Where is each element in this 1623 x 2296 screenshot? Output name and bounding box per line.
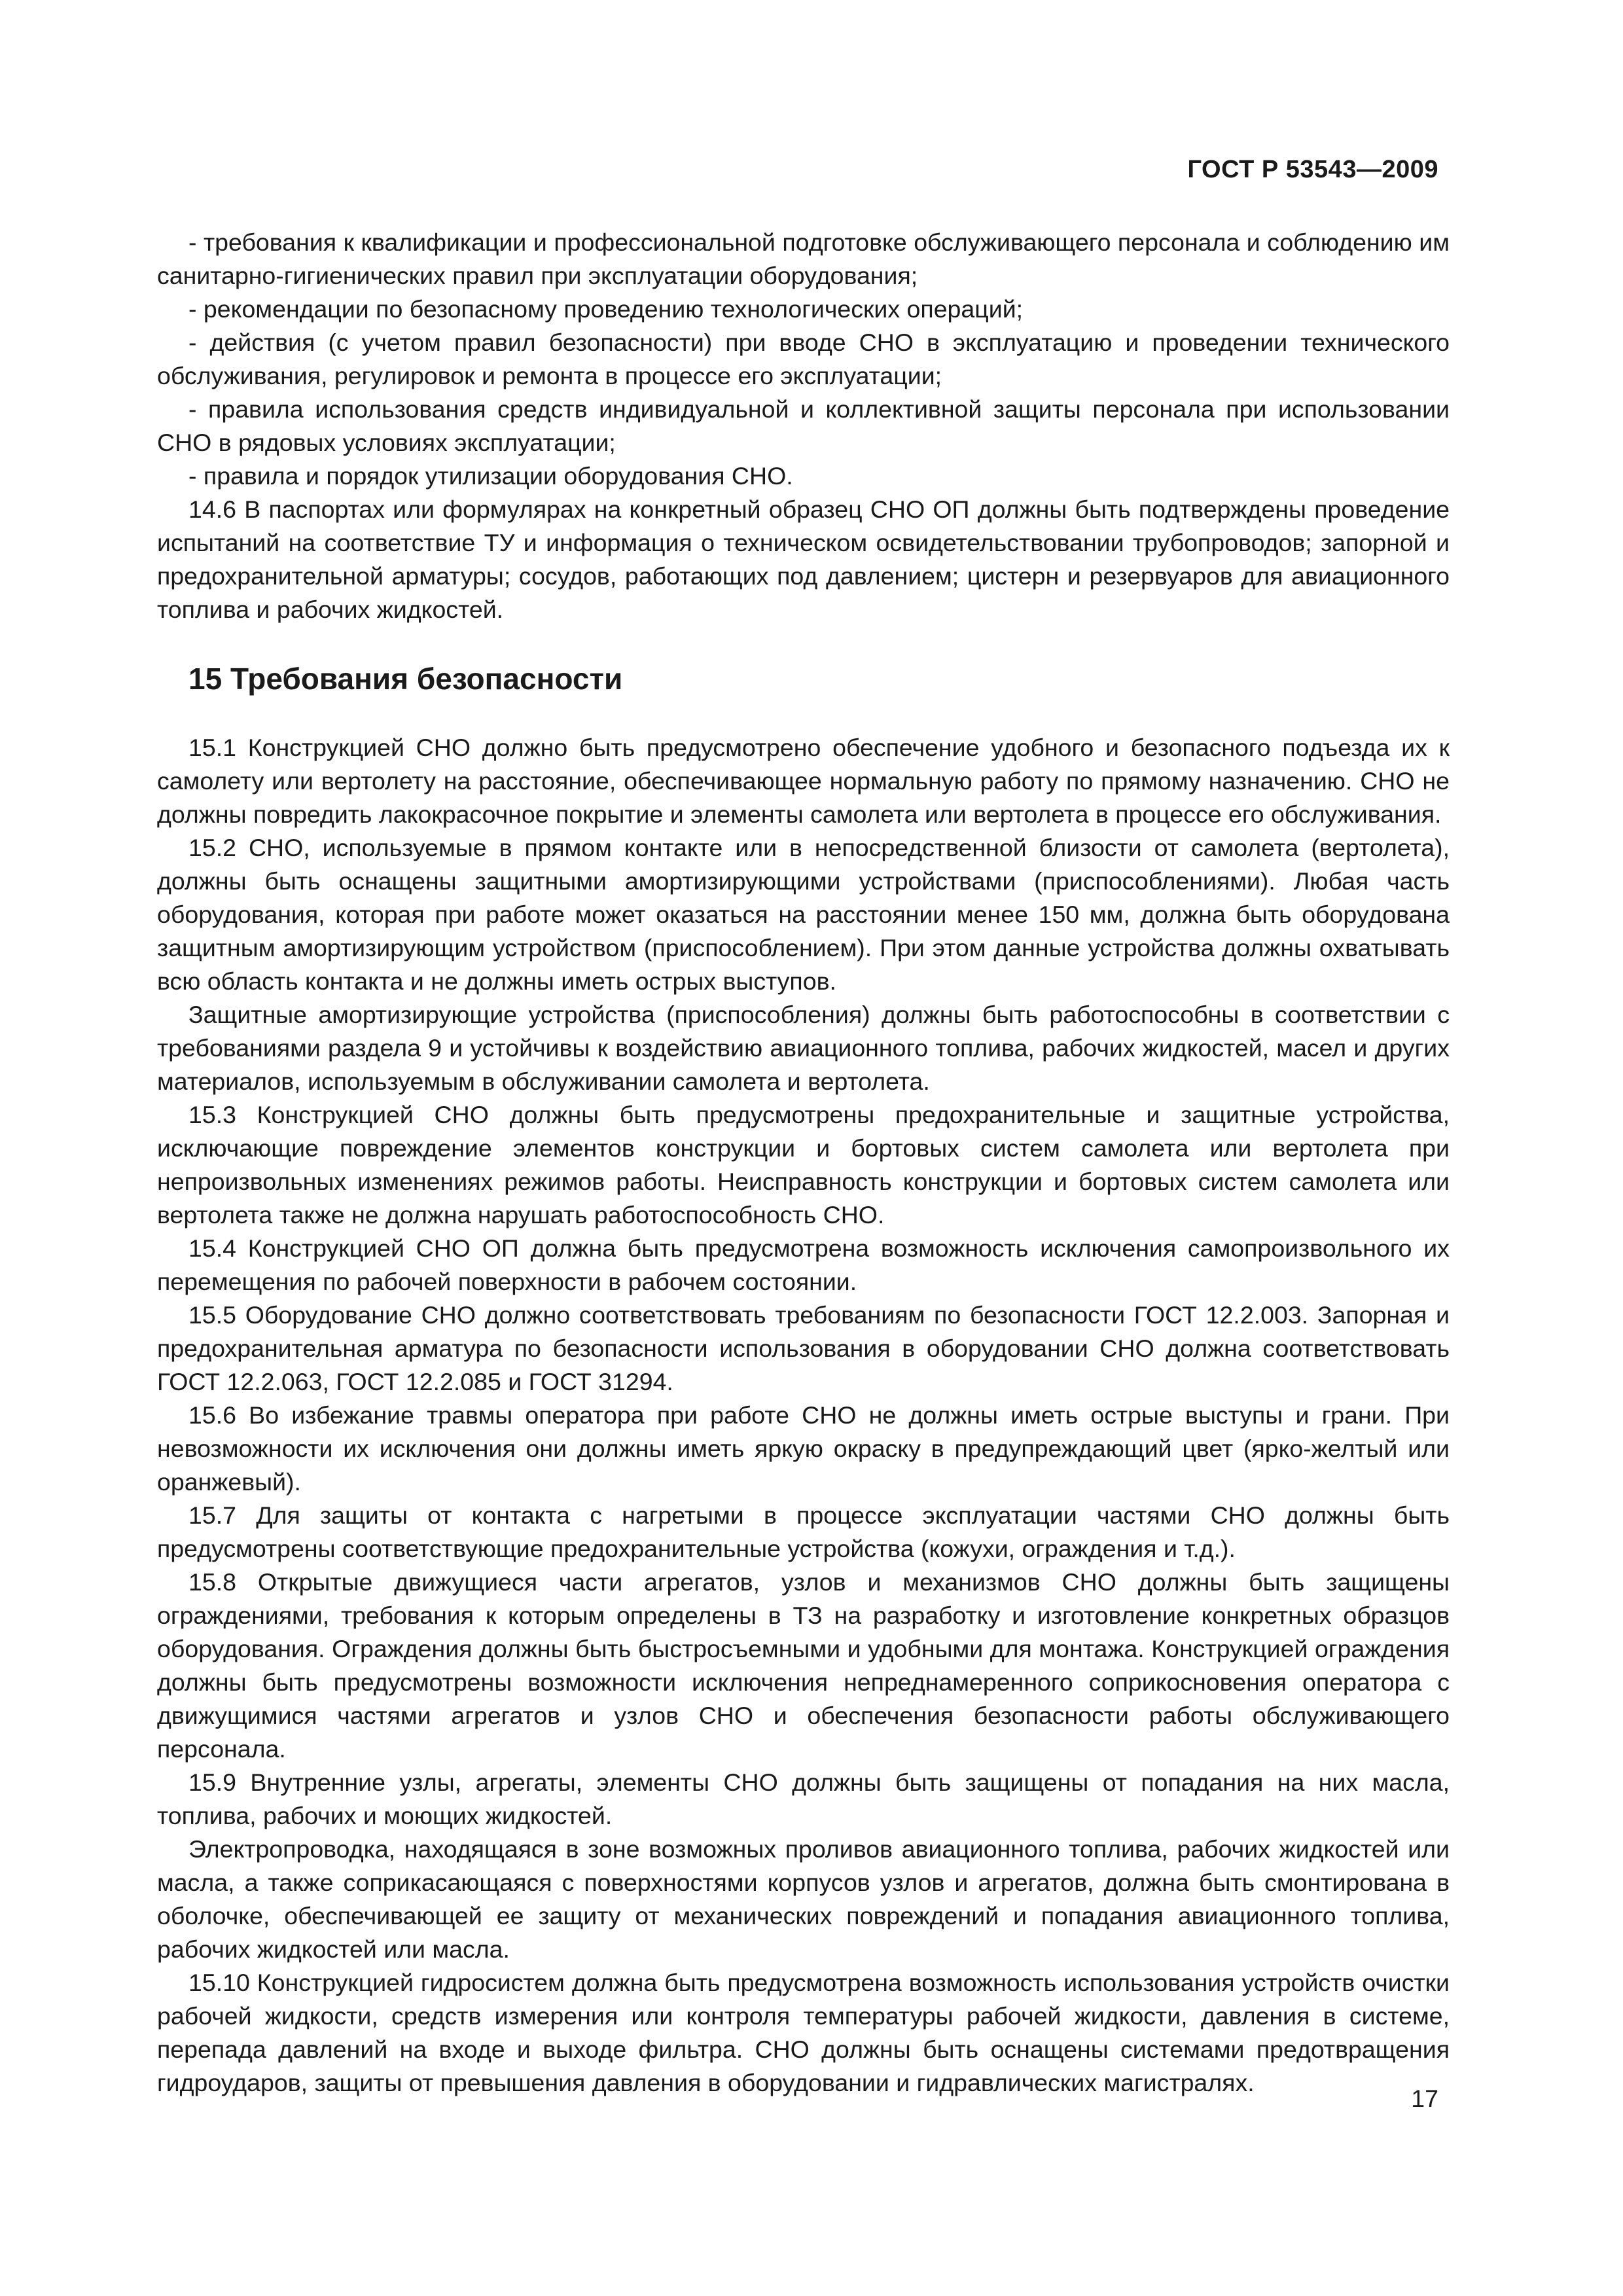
document-body (157, 226, 1450, 2100)
paragraph-15-6: 15.6 Во избежание травмы оператора при работе СНО не должны иметь острые выступы и грани. При невозможности их исключения они должны иметь яркую окраску в предупреждающий цвет (ярко-желтый или оранжевый). (157, 1401, 1450, 1496)
paragraph-15-7: 15.7 Для защиты от контакта с нагретыми в процессе эксплуатации частями СНО должны быть предусмотрены соответствующие предохранительные устройства (кожухи, ограждения и т.д.). (157, 1501, 1450, 1562)
standard-id-header: ГОСТ Р 53543—2009 (1187, 156, 1438, 183)
paragraph-15-9: 15.9 Внутренние узлы, агрегаты, элементы СНО должны быть защищены от попадания на них масла, топлива, рабочих и моющих жидкостей. (157, 1768, 1450, 1829)
page-number: 17 (1411, 2085, 1438, 2112)
list-item: - правила и порядок утилизации оборудования СНО. (188, 462, 793, 490)
paragraph-15-1: 15.1 Конструкцией СНО должно быть предусмотрено обеспечение удобного и безопасного подъезда их к самолету или вертолету на расстояние, обеспечивающее нормальную работу по прямому назначению. СНО не должны повредить лакокрасочное покрытие и элементы самолета или вертолета в процессе его обслуживания. (157, 734, 1450, 828)
list-item: - требования к квалификации и профессиональной подготовке обслуживающего персонала и соблюдению им санитарно-гигиенических правил при эксплуатации оборудования; (157, 228, 1450, 289)
list-item: - рекомендации по безопасному проведению технологических операций; (188, 295, 1024, 323)
paragraph-15-3: 15.3 Конструкцией СНО должны быть предусмотрены предохранительные и защитные устройства, исключающие повреждение элементов конструкции и бортовых систем самолета или вертолета при непроизвольных изменениях режимов работы. Неисправность конструкции и бортовых систем самолета или вертолета также не должна нарушать работоспособность СНО. (157, 1101, 1450, 1229)
section-heading: 15 Требования безопасности (188, 662, 623, 696)
paragraph-15-5: 15.5 Оборудование СНО должно соответствовать требованиям по безопасности ГОСТ 12.2.003. Запорная и предохранительная арматура по безопасности использования в оборудовании СНО должна соответствовать ГОСТ 12.2.063, ГОСТ 12.2.085 и ГОСТ 31294. (157, 1301, 1450, 1395)
paragraph-15-8: 15.8 Открытые движущиеся части агрегатов, узлов и механизмов СНО должны быть защищены ограждениями, требования к которым определены в ТЗ на разработку и изготовление конкретных образцов оборудования. Ограждения должны быть быстросъемными и удобными для монтажа. Конструкцией ограждения должны быть предусмотрены возможности исключения непреднамеренного соприкосновения оператора с движущимися частями агрегатов и узлов СНО и обеспечения безопасности работы обслуживающего персонала. (157, 1568, 1450, 1763)
paragraph-15-10: 15.10 Конструкцией гидросистем должна быть предусмотрена возможность использования устройств очистки рабочей жидкости, средств измерения или контроля температуры рабочей жидкости, давления в системе, перепада давлений на входе и выходе фильтра. СНО должны быть оснащены системами предотвращения гидроударов, защиты от превышения давления в оборудовании и гидравлических магистралях. (157, 1969, 1450, 2096)
paragraph-15-9-cont: Электропроводка, находящаяся в зоне возможных проливов авиационного топлива, рабочих жидкостей или масла, а также соприкасающаяся с поверхностями корпусов узлов и агрегатов, должна быть смонтирована в оболочке, обеспечивающей ее защиту от механических повреждений и попадания авиационного топлива, рабочих жидкостей или масла. (157, 1835, 1450, 1963)
list-item: - действия (с учетом правил безопасности) при вводе СНО в эксплуатацию и проведении технического обслуживания, регулировок и ремонта в процессе его эксплуатации; (157, 329, 1450, 389)
paragraph-15-4: 15.4 Конструкцией СНО ОП должна быть предусмотрена возможность исключения самопроизвольного их перемещения по рабочей поверхности в рабочем состоянии. (157, 1234, 1450, 1295)
paragraph-15-2: 15.2 СНО, используемые в прямом контакте или в непосредственной близости от самолета (вертолета), должны быть оснащены защитными амортизирующими устройствами (приспособлениями). Любая часть оборудования, которая при работе может оказаться на расстоянии менее 150 мм, должна быть оборудована защитным амортизирующим устройством (приспособлением). При этом данные устройства должны охватывать всю область контакта и не должны иметь острых выступов. (157, 834, 1450, 995)
paragraph-14-6: 14.6 В паспортах или формулярах на конкретный образец СНО ОП должны быть подтверждены проведение испытаний на соответствие ТУ и информация о техническом освидетельствовании трубопроводов; запорной и предохранительной арматуры; сосудов, работающих под давлением; цистерн и резервуаров для авиационного топлива и рабочих жидкостей. (157, 495, 1450, 623)
paragraph-15-2-cont: Защитные амортизирующие устройства (приспособления) должны быть работоспособны в соответствии с требованиями раздела 9 и устойчивы к воздействию авиационного топлива, рабочих жидкостей, масел и других материалов, используемым в обслуживании самолета и вертолета. (157, 1001, 1450, 1095)
list-item: - правила использования средств индивидуальной и коллективной защиты персонала при использовании СНО в рядовых условиях эксплуатации; (157, 395, 1450, 456)
